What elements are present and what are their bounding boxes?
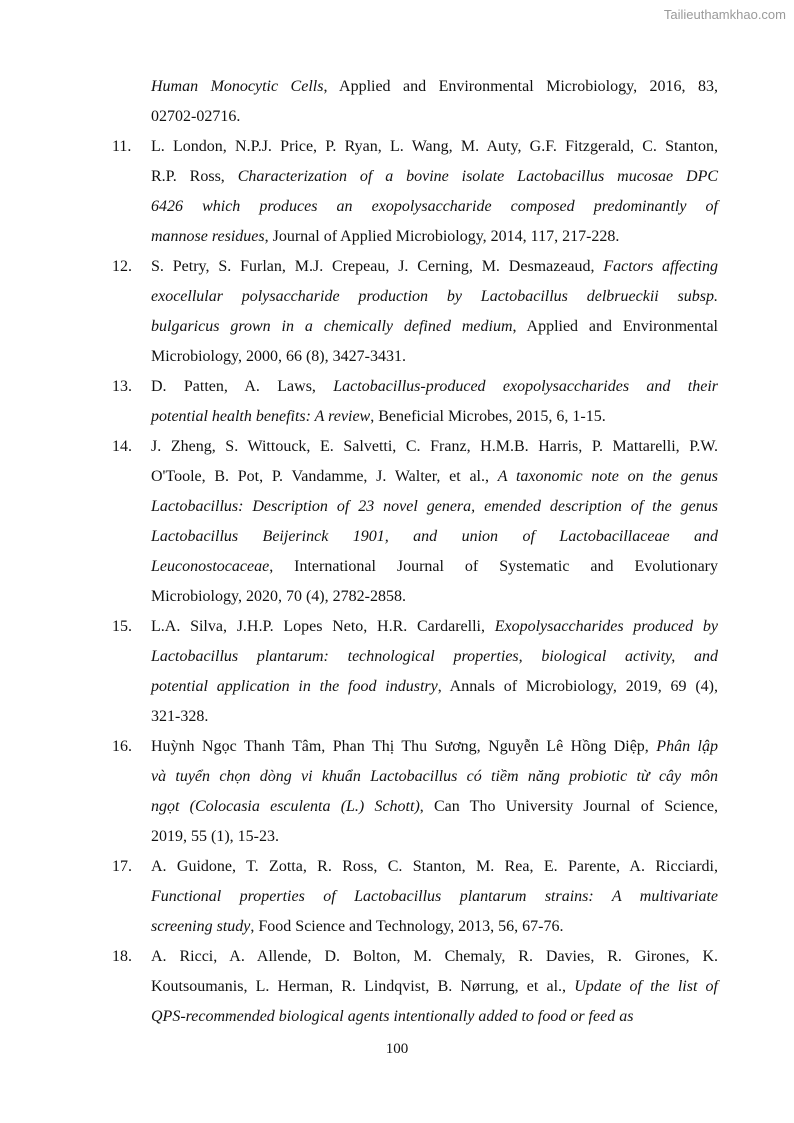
reference-item (0, 132, 794, 252)
reference-item (0, 852, 794, 942)
reference-title-text: exocellular polysaccharide production by Lactobacillus delbrueckii subsp. (151, 288, 718, 305)
reference-text: D. Patten, A. Laws, (151, 378, 334, 395)
reference-line (151, 102, 718, 132)
reference-title-text: Phân lập (656, 738, 719, 755)
reference-line (151, 132, 718, 162)
reference-text: Koutsoumanis, L. Herman, R. Lindqvist, B. Nørrung, et al., (151, 978, 575, 995)
reference-text: , Applied and Environmental Microbiology, 2016, 83, (323, 78, 718, 95)
reference-line (151, 882, 718, 912)
reference-text: L.A. Silva, J.H.P. Lopes Neto, H.R. Cardarelli, (151, 618, 495, 635)
reference-item (0, 372, 794, 432)
reference-title-text: Leuconostocaceae (151, 558, 270, 575)
reference-item (0, 432, 794, 612)
reference-line (151, 222, 718, 252)
reference-text: , Beneficial Microbes, 2015, 6, 1-15. (370, 408, 606, 425)
reference-title-text: Lactobacillus plantarum: technological properties, biological activity, and (151, 648, 718, 665)
reference-line (151, 612, 718, 642)
reference-title-text: mannose residues (151, 228, 265, 245)
reference-line (151, 342, 718, 372)
reference-line (151, 732, 718, 762)
reference-line (151, 792, 718, 822)
reference-text: J. Zheng, S. Wittouck, E. Salvetti, C. Franz, H.M.B. Harris, P. Mattarelli, P.W. (151, 438, 718, 455)
reference-text: A. Guidone, T. Zotta, R. Ross, C. Stanton, M. Rea, E. Parente, A. Ricciardi, (151, 858, 718, 875)
reference-title-text: potential application in the food industry (151, 678, 438, 695)
reference-text: , Annals of Microbiology, 2019, 69 (4), (437, 678, 718, 695)
reference-title-text: Factors affecting (603, 258, 719, 275)
reference-item (0, 252, 794, 372)
reference-line (151, 162, 718, 192)
reference-line (151, 462, 718, 492)
reference-line (151, 192, 718, 222)
reference-number: 12. (112, 258, 132, 275)
page-number: 100 (385, 1041, 409, 1057)
reference-line (151, 552, 718, 582)
reference-text: , Can Tho University Journal of Science, (419, 798, 718, 815)
reference-item (0, 732, 794, 852)
reference-line (151, 912, 718, 942)
reference-line (151, 762, 718, 792)
reference-line (151, 252, 718, 282)
reference-number: 16. (112, 738, 132, 755)
reference-title-text: Lactobacillus Beijerinck 1901, and union of Lactobacillaceae and (151, 528, 718, 545)
reference-line (151, 672, 718, 702)
reference-title-text: và tuyển chọn dòng vi khuẩn Lactobacillus có tiềm năng probiotic từ cây môn (151, 768, 718, 785)
reference-text: O'Toole, B. Pot, P. Vandamme, J. Walter, et al., (151, 468, 498, 485)
reference-line (151, 702, 718, 732)
reference-title-text: Update of the list of (574, 978, 718, 995)
reference-text: 321-328. (151, 708, 209, 725)
reference-line (151, 582, 718, 612)
reference-line (151, 72, 718, 102)
reference-text: 02702-02716. (151, 108, 241, 125)
reference-item (0, 612, 794, 732)
reference-title-text: Lactobacillus: Description of 23 novel genera, emended description of the genus (151, 498, 718, 515)
reference-title-text: Lactobacillus-produced exopolysaccharides and their (333, 378, 719, 395)
reference-list (0, 72, 794, 1032)
reference-number: 11. (112, 138, 132, 155)
reference-number: 14. (112, 438, 132, 455)
reference-text: , Journal of Applied Microbiology, 2014, 117, 217-228. (264, 228, 620, 245)
reference-number: 15. (112, 618, 132, 635)
reference-text: L. London, N.P.J. Price, P. Ryan, L. Wang, M. Auty, G.F. Fitzgerald, C. Stanton, (151, 138, 718, 155)
reference-item (0, 942, 794, 1032)
reference-line (151, 522, 718, 552)
reference-title-text: ngọt (Colocasia esculenta (L.) Schott) (151, 798, 420, 815)
reference-title-text: 6426 which produces an exopolysaccharide composed predominantly of (151, 198, 718, 215)
reference-line (151, 972, 718, 1002)
reference-title-text: Functional properties of Lactobacillus plantarum strains: A multivariate (151, 888, 718, 905)
reference-text: A. Ricci, A. Allende, D. Bolton, M. Chemaly, R. Davies, R. Girones, K. (151, 948, 718, 965)
reference-text: Microbiology, 2000, 66 (8), 3427-3431. (151, 348, 406, 365)
reference-line (151, 312, 718, 342)
reference-text: 2019, 55 (1), 15-23. (151, 828, 279, 845)
reference-line (151, 372, 718, 402)
reference-title-text: QPS-recommended biological agents intentionally added to food or feed as (151, 1008, 634, 1025)
reference-line (151, 852, 718, 882)
reference-title-text: Human Monocytic Cells (151, 78, 324, 95)
reference-text: Huỳnh Ngọc Thanh Tâm, Phan Thị Thu Sương, Nguyễn Lê Hồng Diệp, (151, 738, 657, 755)
reference-line (151, 822, 718, 852)
watermark-text: Tailieuthamkhao.com (663, 7, 786, 22)
reference-number: 13. (112, 378, 132, 395)
reference-number: 17. (112, 858, 132, 875)
reference-text: , International Journal of Systematic and Evolutionary (269, 558, 718, 575)
reference-item (0, 72, 794, 132)
reference-text: , Applied and Environmental (512, 318, 718, 335)
reference-text: Microbiology, 2020, 70 (4), 2782-2858. (151, 588, 406, 605)
reference-text: R.P. Ross, (151, 168, 238, 185)
reference-title-text: Characterization of a bovine isolate Lactobacillus mucosae DPC (237, 168, 719, 185)
reference-line (151, 432, 718, 462)
reference-title-text: bulgaricus grown in a chemically defined medium (151, 318, 513, 335)
reference-text: S. Petry, S. Furlan, M.J. Crepeau, J. Cerning, M. Desmazeaud, (151, 258, 604, 275)
reference-title-text: Exopolysaccharides produced by (494, 618, 718, 635)
reference-number: 18. (112, 948, 132, 965)
reference-line (151, 492, 718, 522)
reference-title-text: A taxonomic note on the genus (497, 468, 718, 485)
reference-line (151, 642, 718, 672)
reference-title-text: screening study (151, 918, 251, 935)
reference-title-text: potential health benefits: A review (151, 408, 371, 425)
reference-line (151, 282, 718, 312)
reference-line (151, 1002, 718, 1032)
reference-text: , Food Science and Technology, 2013, 56, 67-76. (250, 918, 564, 935)
reference-line (151, 402, 718, 432)
reference-line (151, 942, 718, 972)
